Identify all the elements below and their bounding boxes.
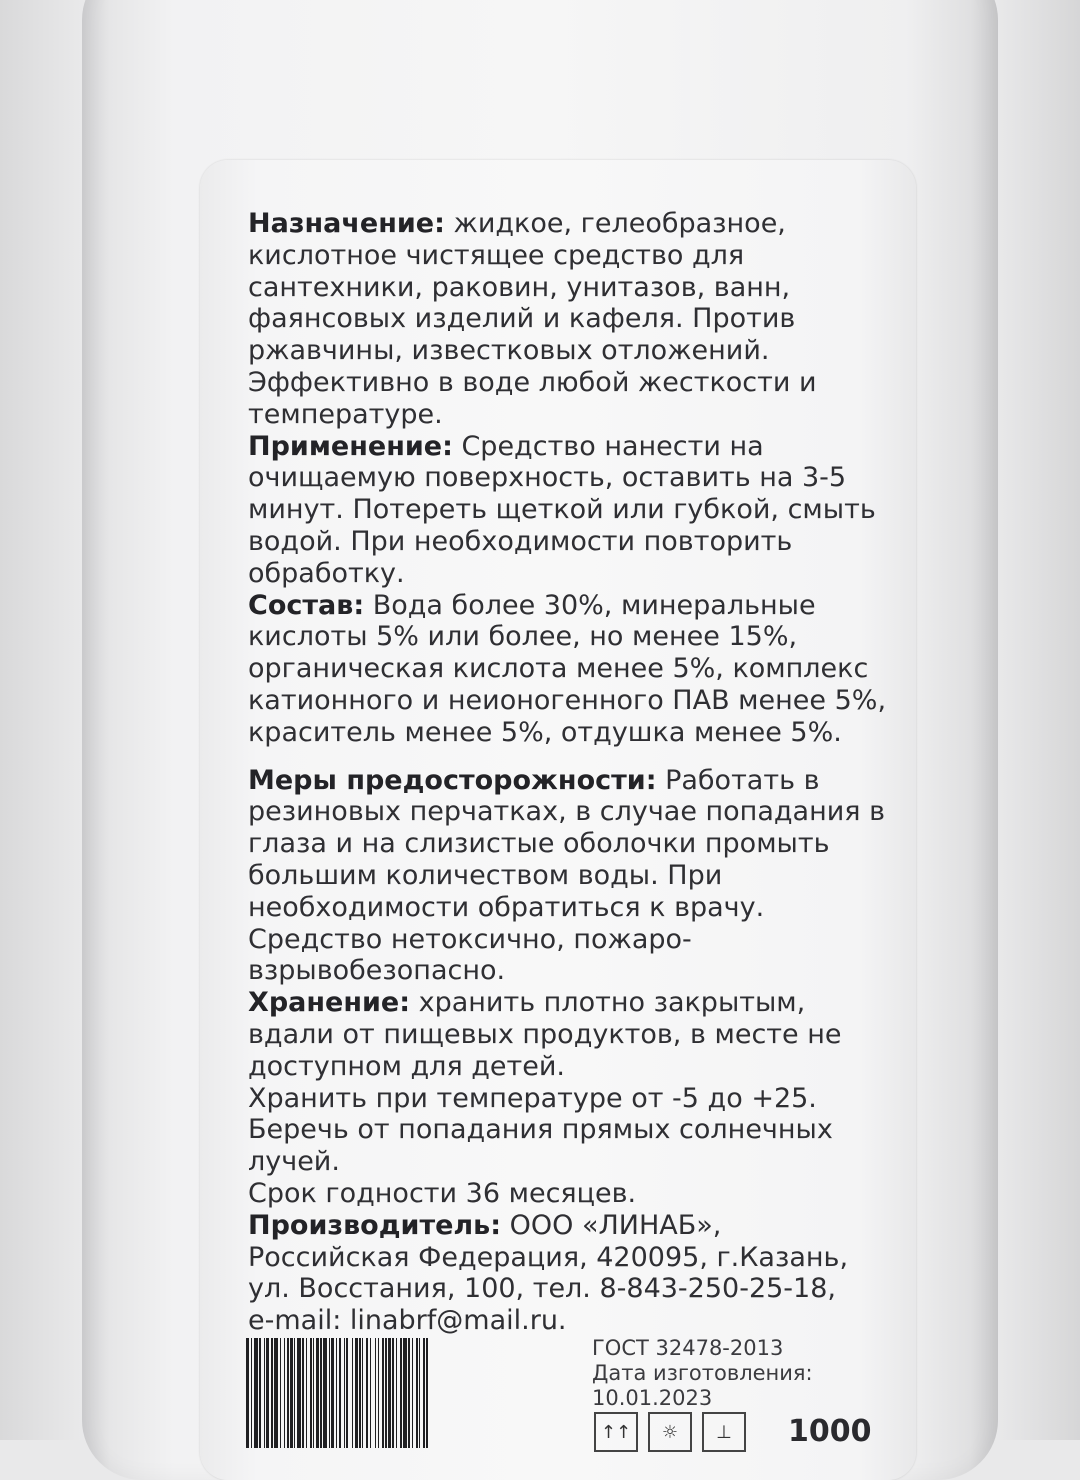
storage-line: вдали от пищевых продуктов, в месте не [248,1018,842,1050]
precautions-line: необходимости обратиться к врачу. [248,891,765,923]
precautions-line: взрывобезопасно. [248,955,506,987]
storage-line: лучей. [248,1146,340,1178]
precautions-heading: Меры предосторожности: [248,764,657,796]
precautions-line: Средство нетоксично, пожаро- [248,923,692,955]
volume: 1000 [788,1414,872,1449]
production-date-label: Дата изготовления: [592,1361,813,1385]
precautions-line-1: Меры предосторожности: Работать в [248,764,820,796]
purpose-line: сантехники, раковин, унитазов, ванн, [248,271,791,303]
composition-line: органическая кислота менее 5%, комплекс [248,653,869,685]
composition-line: краситель менее 5%, отдушка менее 5%. [248,716,842,748]
usage-line: обработку. [248,557,405,589]
purpose-line: Эффективно в воде любой жесткости и [248,366,817,398]
precautions-line: резиновых перчатках, в случае попадания в [248,796,886,828]
storage-line: Срок годности 36 месяцев. [248,1177,637,1209]
packaging-symbols [594,1412,746,1452]
purpose-line: фаянсовых изделий и кафеля. Против [248,303,796,335]
manufacturer-line: e-mail: linabrf@mail.ru. [248,1305,567,1337]
purpose-line-1: Назначение: жидкое, гелеобразное, [248,208,786,239]
storage-heading: Хранение: [248,987,411,1019]
storage-line: Хранить при температуре от -5 до +25. [248,1082,817,1114]
manufacturer-line: ул. Восстания, 100, тел. 8-843-250-25-18, [248,1273,836,1305]
composition-line: кислоты 5% или более, но менее 15%, [248,621,798,653]
precautions-line: глаза и на слизистые оболочки промыть [248,828,830,860]
section-gap [248,749,888,765]
manufacturer-line: Российская Федерация, 420095, г.Казань, [248,1241,849,1273]
usage-line: водой. При необходимости повторить [248,525,793,557]
storage-line-1: Хранение: хранить плотно закрытым, [248,987,806,1019]
manufacturer-line-1: Производитель: ООО «ЛИНАБ», [248,1209,722,1241]
production-date: 10.01.2023 [592,1386,713,1410]
this-side-up-icon: ↑↑ [594,1412,638,1452]
barcode-stripe [428,1338,429,1448]
composition-line: катионного и неионогенного ПАВ менее 5%, [248,684,887,716]
precautions-line: большим количеством воды. При [248,859,723,891]
temperature-limit-icon: ⊥ [702,1412,746,1452]
manufacturer-heading: Производитель: [248,1209,502,1241]
composition-line-1: Состав: Вода более 30%, минеральные [248,589,816,621]
keep-from-sun-icon: ☼ [648,1412,692,1452]
composition-heading: Состав: [248,589,365,621]
purpose-line: температуре. [248,398,443,430]
production-info [592,1336,892,1411]
purpose-line: ржавчины, известковых отложений. [248,335,770,367]
barcode [246,1338,576,1448]
purpose-heading: Назначение: [248,208,445,239]
label-text [248,208,888,1337]
usage-line: минут. Потереть щеткой или губкой, смыть [248,494,876,526]
storage-line: доступном для детей. [248,1050,566,1082]
gost-code: ГОСТ 32478-2013 [592,1336,784,1360]
usage-line-1: Применение: Средство нанести на [248,430,764,462]
usage-line: очищаемую поверхность, оставить на 3-5 [248,462,847,494]
usage-heading: Применение: [248,430,453,462]
storage-line: Беречь от попадания прямых солнечных [248,1114,833,1146]
purpose-line: кислотное чистящее средство для [248,239,745,271]
